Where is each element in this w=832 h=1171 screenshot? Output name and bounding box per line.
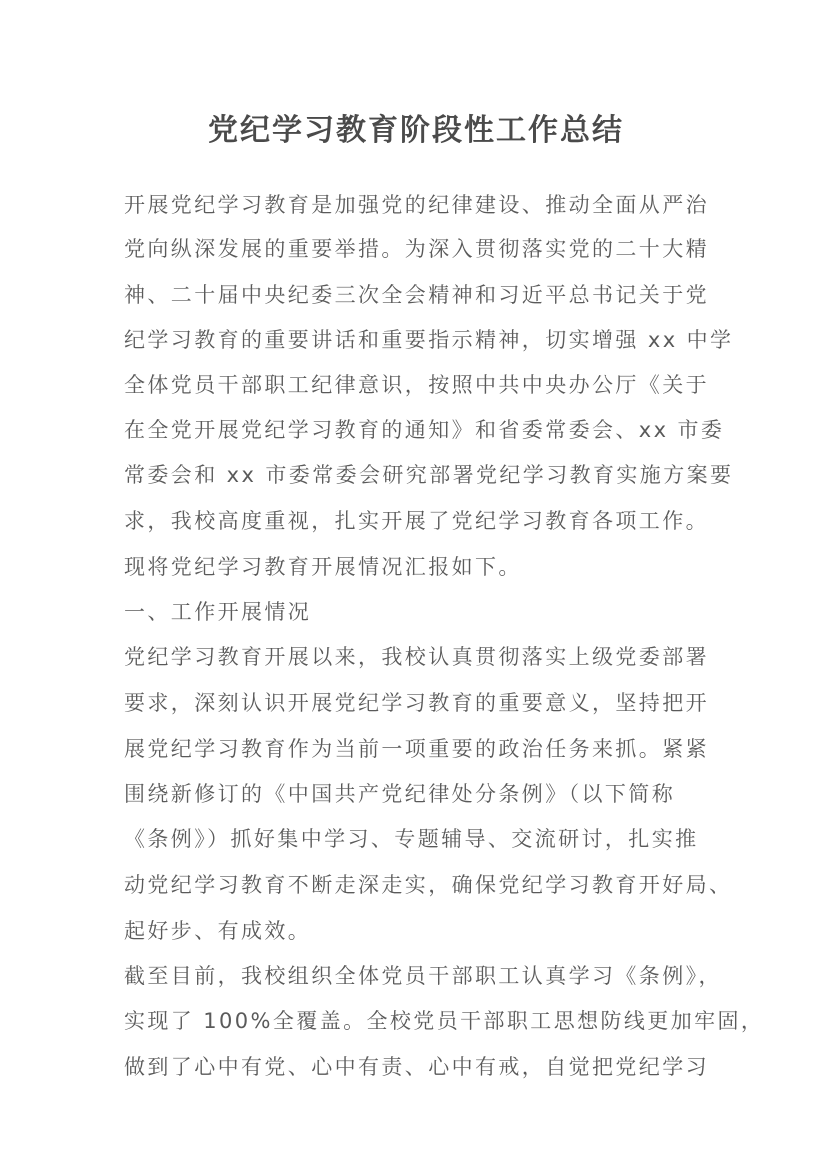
section-heading: 一、工作开展情况 <box>124 600 312 624</box>
body-line: 起好步、有成效。 <box>124 919 312 943</box>
body-line: 截至目前，我校组织全体党员干部职工认真学习《条例》， <box>124 964 722 988</box>
body-line: 全体党员干部职工纪律意识，按照中共中央办公厅《关于 <box>124 373 709 397</box>
body-line: 神、二十届中央纪委三次全会精神和习近平总书记关于党 <box>124 283 709 307</box>
body-line: 开展党纪学习教育是加强党的纪律建设、推动全面从严治 <box>124 193 709 217</box>
body-line: 党向纵深发展的重要举措。为深入贯彻落实党的二十大精 <box>124 237 709 261</box>
body-line: 现将党纪学习教育开展情况汇报如下。 <box>124 555 522 579</box>
body-line: 要求，深刻认识开展党纪学习教育的重要意义，坚持把开 <box>124 691 709 715</box>
body-line: 求，我校高度重视，扎实开展了党纪学习教育各项工作。 <box>124 509 709 533</box>
body-line: 在全党开展党纪学习教育的通知》和省委常委会、xx 市委 <box>124 418 725 442</box>
body-line: 党纪学习教育开展以来，我校认真贯彻落实上级党委部署 <box>124 645 709 669</box>
document-title: 党纪学习教育阶段性工作总结 <box>208 113 624 148</box>
body-line: 展党纪学习教育作为当前一项重要的政治任务来抓。紧紧 <box>124 737 709 761</box>
body-line: 做到了心中有党、心中有责、心中有戒，自觉把党纪学习 <box>124 1055 709 1079</box>
body-line: 围绕新修订的《中国共产党纪律处分条例》（以下简称 <box>124 782 676 806</box>
body-line: 纪学习教育的重要讲话和重要指示精神，切实增强 xx 中学 <box>124 328 734 352</box>
body-line: 常委会和 xx 市委常委会研究部署党纪学习教育实施方案要 <box>124 463 734 487</box>
body-line: 《条例》）抓好集中学习、专题辅导、交流研讨，扎实推 <box>124 827 699 851</box>
body-line: 动党纪学习教育不断走深走实，确保党纪学习教育开好局、 <box>124 873 733 897</box>
body-line: 实现了 100%全覆盖。全校党员干部职工思想防线更加牢固， <box>124 1009 765 1033</box>
